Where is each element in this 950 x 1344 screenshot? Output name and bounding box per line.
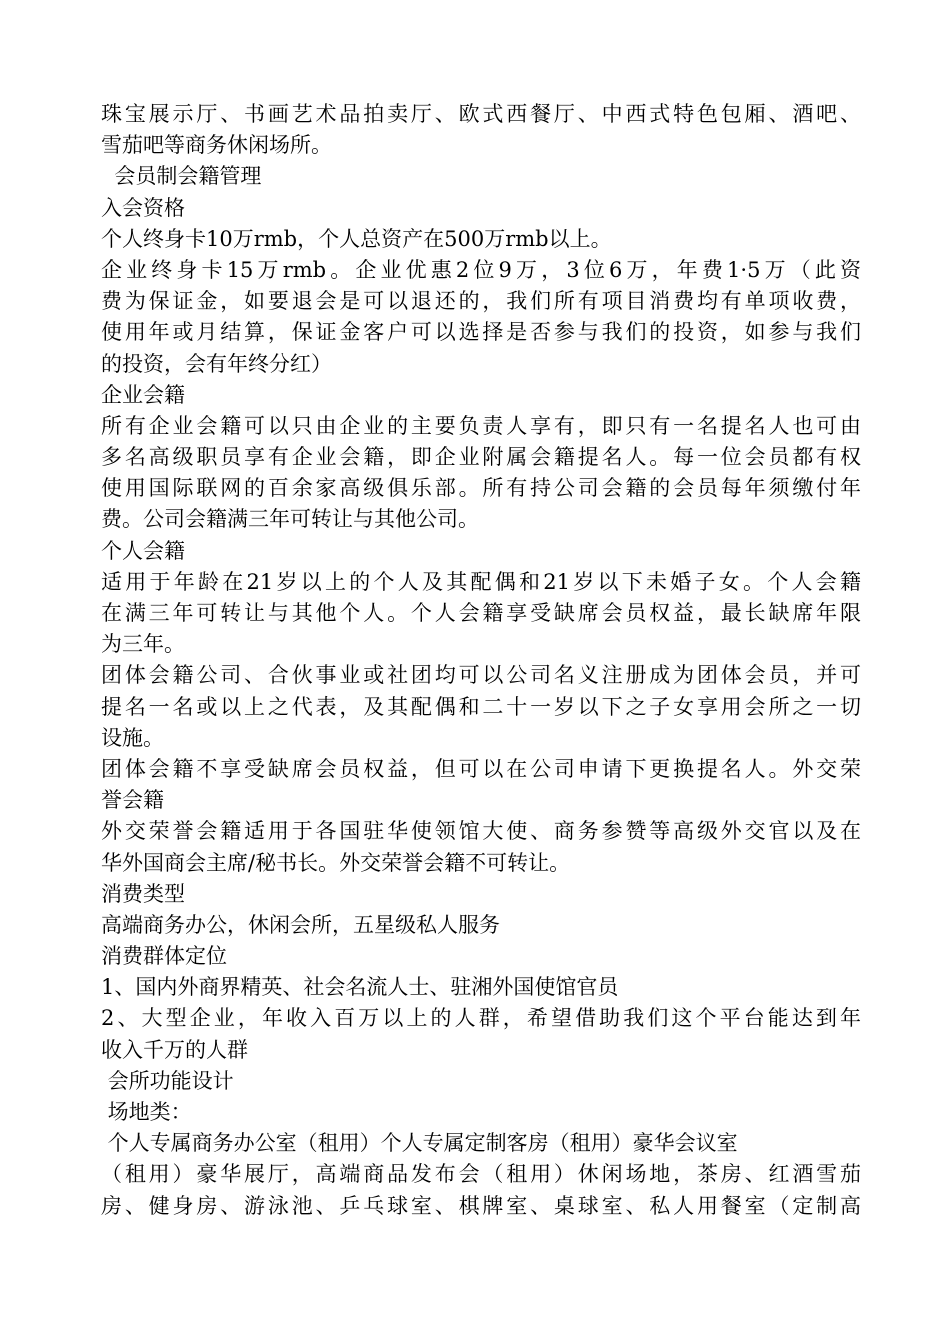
text-line: 会所功能设计 [101, 1068, 234, 1093]
text-line: 为三年。 [101, 632, 185, 657]
text-line: 会员制会籍管理 [101, 164, 262, 189]
text-line: 誉会籍 [101, 788, 164, 813]
text-line: 消费类型 [101, 881, 185, 906]
text-line: 在满三年可转让与其他个人。个人会籍享受缺席会员权益，最长缺席年限 [101, 601, 861, 625]
text-line: 多名高级职员享有企业会籍，即企业附属会籍提名人。每一位会员都有权 [101, 445, 861, 470]
text-line: 团体会籍公司、合伙事业或社团均可以公司名义注册成为团体会员，并可 [101, 663, 861, 688]
text-line: 使用国际联网的百余家高级俱乐部。所有持公司会籍的会员每年须缴付年 [101, 476, 861, 501]
document-body [101, 99, 861, 1222]
text-line: 个人专属商务办公室（租用）个人专属定制客房（租用）豪华会议室 [101, 1131, 738, 1156]
text-line: 费。公司会籍满三年可转让与其他公司。 [101, 507, 479, 532]
text-line: （租用）豪华展厅，高端商品发布会（租用）休闲场地，茶房、红酒雪茄 [101, 1162, 861, 1187]
text-line: 收入千万的人群 [101, 1037, 248, 1062]
text-line: 个人终身卡10万rmb，个人总资产在500万rmb以上。 [101, 226, 612, 251]
text-line: 消费群体定位 [101, 944, 227, 969]
text-line: 珠宝展示厅、书画艺术品拍卖厅、欧式西餐厅、中西式特色包厢、酒吧、 [101, 102, 861, 126]
text-line: 费为保证金，如要退会是可以退还的，我们所有项目消费均有单项收费， [101, 289, 861, 314]
text-line: 适用于年龄在21岁以上的个人及其配偶和21岁以下未婚子女。个人会籍 [101, 569, 861, 594]
text-line: 场地类： [101, 1100, 192, 1124]
text-line: 2、大型企业，年收入百万以上的人群，希望借助我们这个平台能达到年 [101, 1006, 861, 1031]
text-line: 使用年或月结算，保证金客户可以选择是否参与我们的投资，如参与我们 [101, 320, 861, 345]
text-line: 的投资，会有年终分红） [101, 351, 332, 376]
text-line: 雪茄吧等商务休闲场所。 [101, 133, 332, 158]
text-line: 高端商务办公，休闲会所，五星级私人服务 [101, 912, 500, 937]
text-line: 设施。 [101, 725, 164, 750]
text-line: 入会资格 [101, 195, 185, 220]
text-line: 房、健身房、游泳池、乒乓球室、棋牌室、桌球室、私人用餐室（定制高 [101, 1193, 861, 1218]
text-line: 企业终身卡15万rmb。企业优惠2位9万，3位6万，年费1·5万（此资 [101, 257, 861, 282]
text-line: 华外国商会主席/秘书长。外交荣誉会籍不可转让。 [101, 850, 571, 875]
text-line: 1、国内外商界精英、社会名流人士、驻湘外国使馆官员 [101, 975, 619, 1000]
text-line: 个人会籍 [101, 538, 185, 563]
text-line: 团体会籍不享受缺席会员权益，但可以在公司申请下更换提名人。外交荣 [101, 756, 861, 781]
text-line: 外交荣誉会籍适用于各国驻华使领馆大使、商务参赞等高级外交官以及在 [101, 819, 861, 844]
text-line: 所有企业会籍可以只由企业的主要负责人享有，即只有一名提名人也可由 [101, 413, 861, 438]
text-line: 企业会籍 [101, 382, 185, 407]
text-line: 提名一名或以上之代表，及其配偶和二十一岁以下之子女享用会所之一切 [101, 694, 861, 719]
